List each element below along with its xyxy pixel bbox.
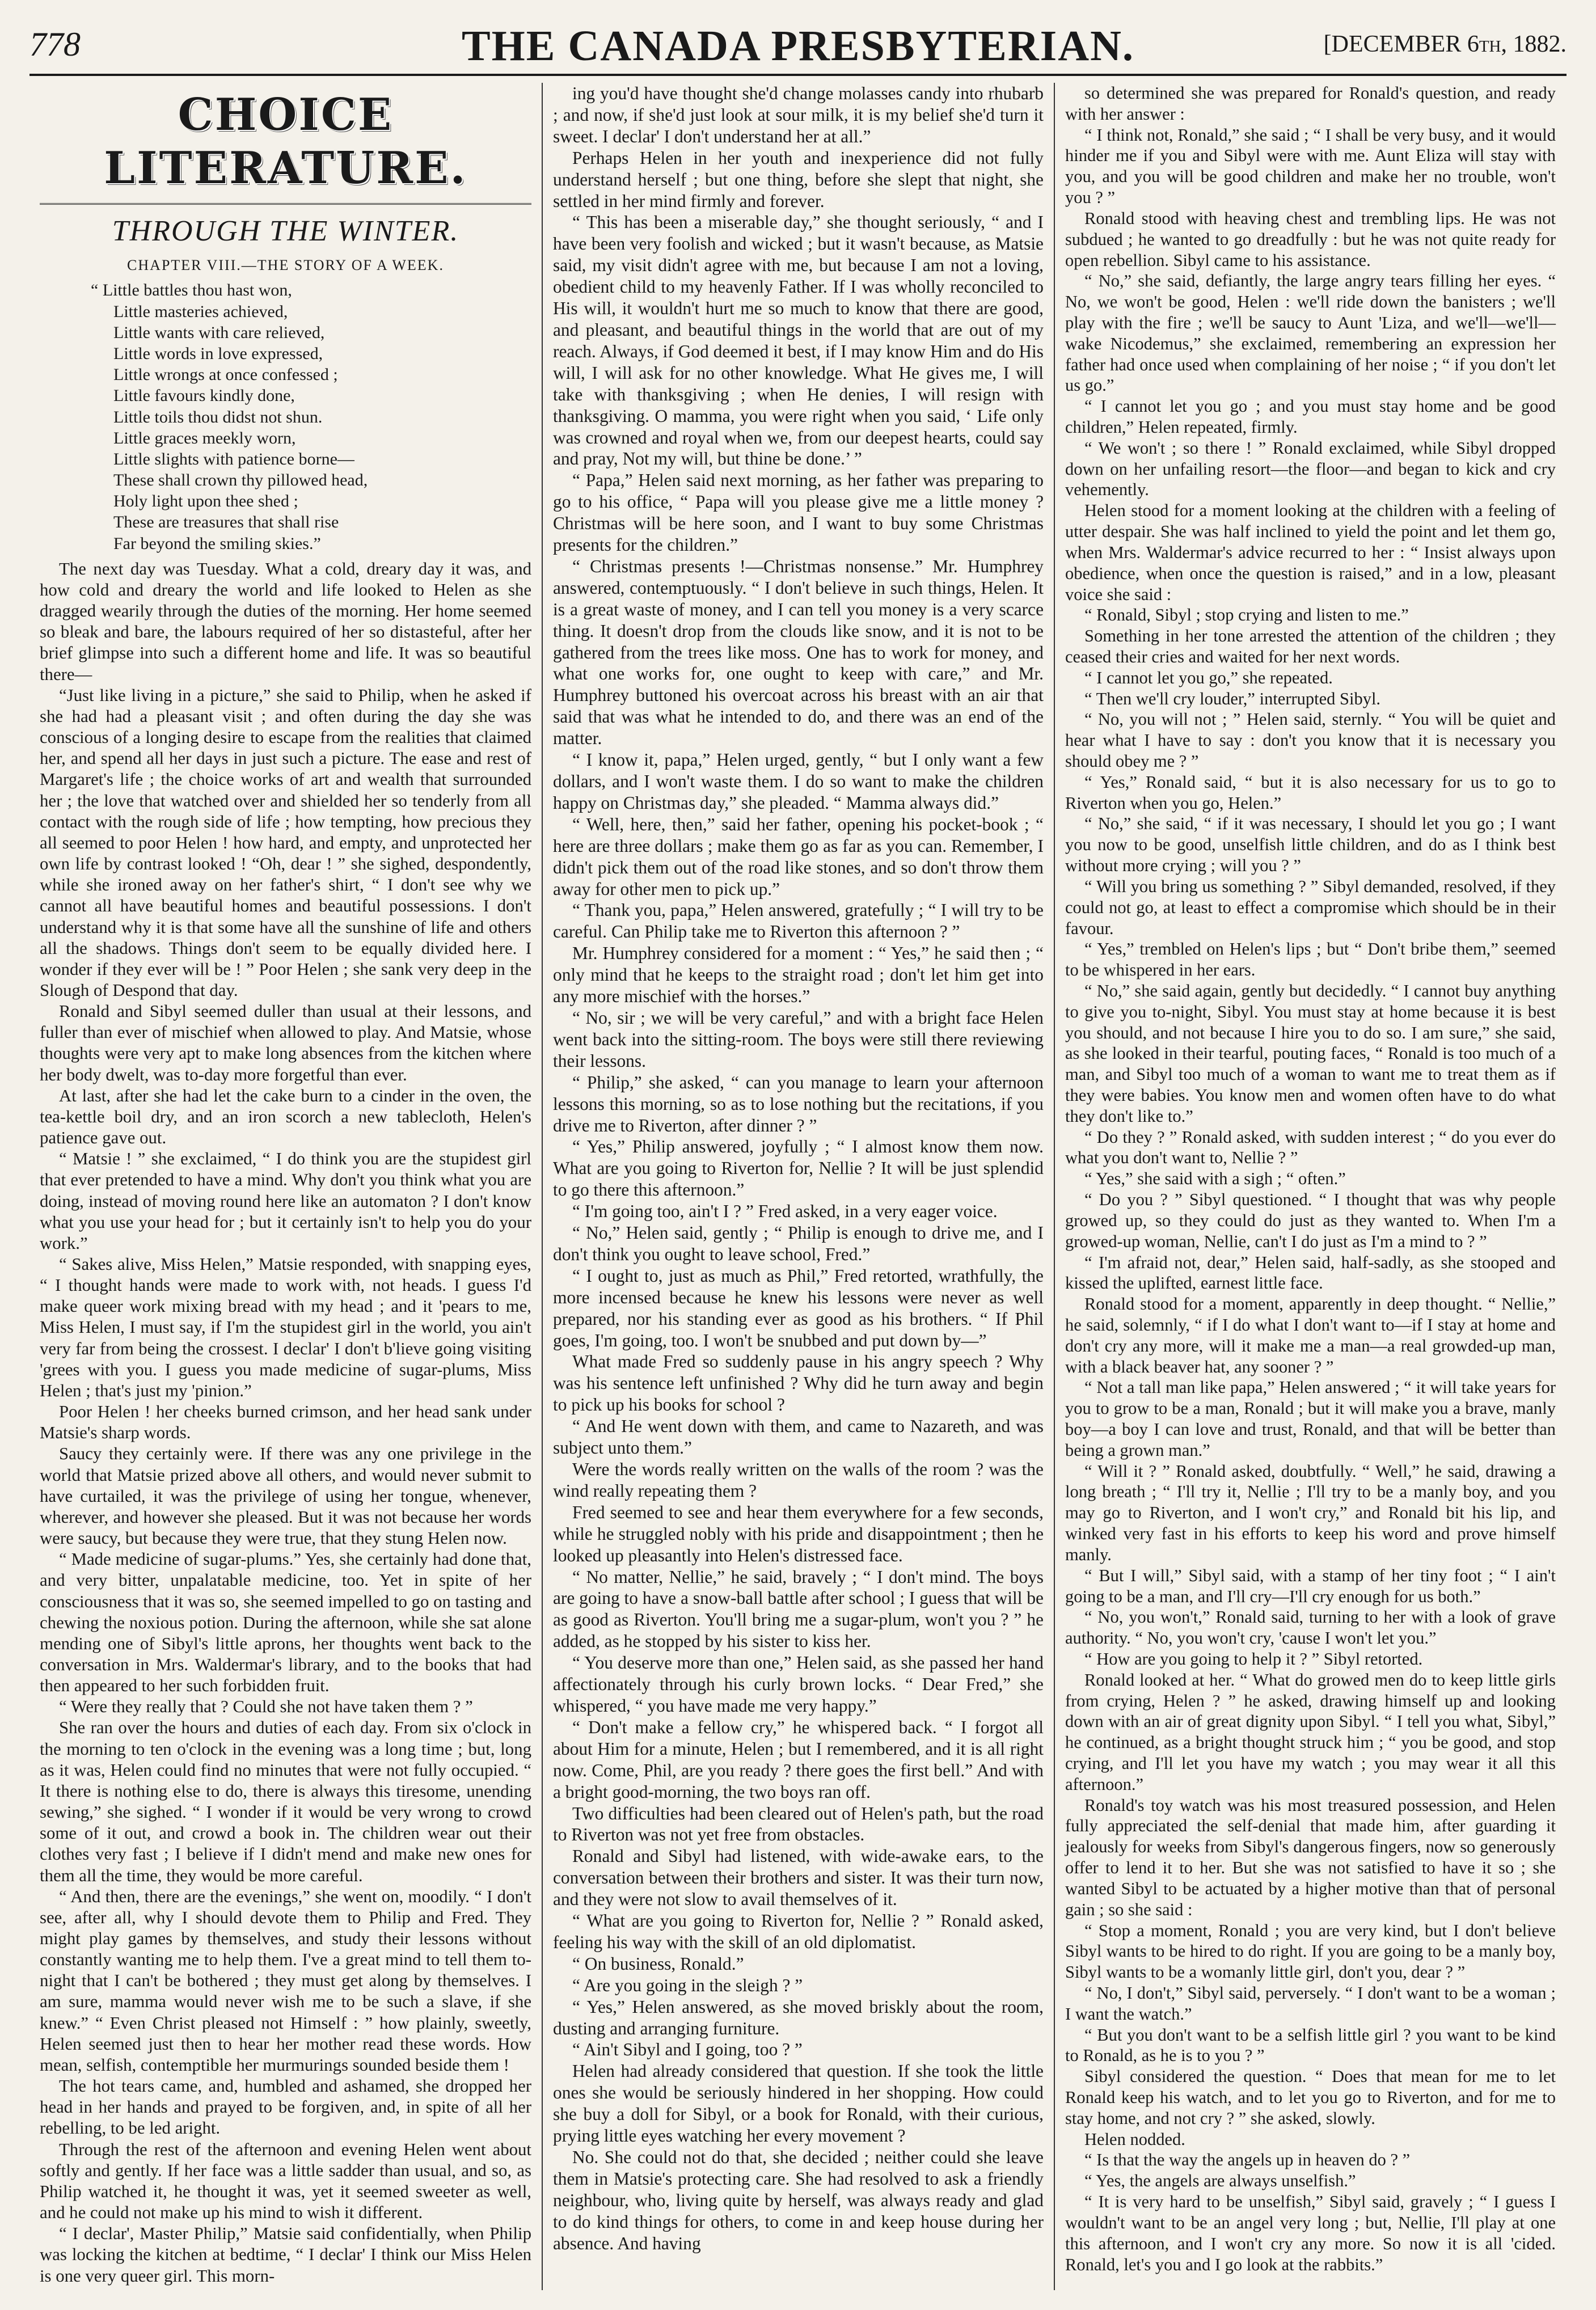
paragraph: “ How are you going to help it ? ” Sibyl retorted.	[1084, 1649, 1423, 1669]
chapter-heading: CHAPTER VIII.—THE STORY OF A WEEK.	[127, 257, 444, 274]
newspaper-title: THE CANADA PRESBYTERIAN.	[461, 22, 1135, 70]
paragraph: “ This has been a miserable day,” she thought seriously, “ and I have been very foolish and wicked ; but it wasn't because, as Matsie said, my visit didn't agree with me, but because I am not a loving, obedient child to my heavenly Father. If I was wholly reconciled to His will, it wouldn't hurt me so much to know that there are good, and pleasant, and beautiful things in the world that are out of my reach. Always, if God deemed it best, if I may know Him and do His will, I will ask for no other knowledge. What He gives me, I will take with thanksgiving ; when He denies, I will resign with thanksgiving. O mamma, you were right when you said, ‘ Life only was crowned and royal when we, from our deepest hearts, could say and pray, Not my will, but thine be done.’ ”	[553, 212, 1044, 469]
poem-line: Far beyond the smiling skies.”	[113, 534, 321, 553]
paragraph: “ Yes,” Helen answered, as she moved briskly about the room, dusting and arranging furniture.	[553, 1996, 1044, 2038]
article-columns	[29, 83, 1567, 2290]
paragraph: “ Stop a moment, Ronald ; you are very kind, but I don't believe Sibyl wants to be hired to do right. If you are going to be a manly boy, Sibyl wants to be a womanly little girl, don't you, dear ? ”	[1065, 1920, 1556, 1982]
paragraph: The hot tears came, and, humbled and ashamed, she dropped her head in her hands and prayed to be forgiven, and, in spite of all her rebelling, to be led aright.	[40, 2076, 531, 2138]
paragraph: ing you'd have thought she'd change molasses candy into rhubarb ; and now, if she'd just look at sour milk, it is my belief she'd turn it sweet. I declar' I don't understand her at all.”	[553, 83, 1044, 146]
paragraph: “ No matter, Nellie,” he said, bravely ; “ I don't mind. The boys are going to have a snow-ball battle after school ; I guess that will be as good as Riverton. You'll bring me a sugar-plum, won't you ? ” he added, as he stopped by his sister to kiss her.	[553, 1566, 1044, 1652]
paragraph: What made Fred so suddenly pause in his angry speech ? Why was his sentence left unfinished ? Why did he turn away and begin to pick up his books for school ?	[553, 1352, 1044, 1415]
poem-line: Little toils thou didst not shun.	[113, 407, 323, 426]
paragraph: “ Yes,” trembled on Helen's lips ; but “ Don't bribe them,” seemed to be whispered in her ears.	[1065, 939, 1556, 980]
newspaper-page	[29, 22, 1567, 2290]
column-1	[29, 83, 542, 2290]
paragraph: Were the words really written on the walls of the room ? was the wind really repeating them ?	[553, 1459, 1044, 1501]
paragraph: “ Ain't Sibyl and I going, too ? ”	[572, 2039, 803, 2060]
paragraph: Helen stood for a moment looking at the children with a feeling of utter despair. She was half inclined to yield the point and let them go, when Mrs. Waldermar's advice recurred to her : “ Insist always upon obedience, when once the question is raised,” and in a low, pleasant voice she said :	[1065, 501, 1556, 604]
paragraph: Ronald looked at her. “ What do growed men do to keep little girls from crying, Helen ? ” he asked, drawing himself up and looking down with an air of great dignity upon Sibyl. “ I tell you what, Sibyl,” he continued, as a bright thought struck him ; “ you be good, and stop crying, and I'll let you have my watch ; you may wear it all this afternoon.”	[1065, 1670, 1556, 1794]
paragraph: “Just like living in a picture,” she said to Philip, when he asked if she had had a pleasant visit ; and often during the day she was conscious of a longing desire to escape from the realities that claimed her, and spend all her days in just such a picture. The ease and rest of Margaret's life ; the choice works of art and wealth that surrounded her ; the love that watched over and shielded her so tenderly from all contact with the rough side of life ; how tempting, how precious they all seemed to poor Helen ! how hard, and empty, and unprotected her own life by contrast looked ! “Oh, dear ! ” she sighed, despondently, while she ironed away on her father's shirt, “ I don't see why we cannot all have beautiful homes and beautiful possessions. I don't understand why it is that some have all the sunshine of life and others all the shadows. Things don't seem to be equally divided here. I wonder if they ever will be ! ” Poor Helen ; she sank very deep in the Slough of Despond that day.	[40, 685, 531, 1000]
paragraph: “ Will it ? ” Ronald asked, doubtfully. “ Well,” he said, drawing a long breath ; “ I'll try it, Nellie ; I'll try to be a manly boy, and you may go to Riverton, and I won't cry,” and Ronald bit his lip, and winked very fast in his efforts to keep his word and prove himself manly.	[1065, 1461, 1556, 1564]
paragraph: “ No, you will not ; ” Helen said, sternly. “ You will be quiet and hear what I have to say : don't you know that it is necessary you should obey me ? ”	[1065, 710, 1556, 771]
paragraph: Helen nodded.	[1084, 2129, 1185, 2149]
poem-line: These are treasures that shall rise	[113, 513, 339, 532]
paragraph: “ Yes,” Ronald said, “ but it is also necessary for us to go to Riverton when you go, Helen.”	[1065, 772, 1556, 813]
paragraph: “ I'm going too, ain't I ? ” Fred asked, in a very eager voice.	[572, 1201, 998, 1222]
issue-date: [DECEMBER 6th, 1882.	[1323, 31, 1567, 57]
page-header	[29, 22, 1567, 76]
paragraph: “ Yes,” Philip answered, joyfully ; “ I almost know them now. What are you going to Riverton for, Nellie ? It will be just splendid to go there this afternoon.”	[553, 1137, 1044, 1200]
paragraph: “ I know it, papa,” Helen urged, gently, “ but I only want a few dollars, and I won't waste them. I do so want to make the children happy on Christmas day,” she pleaded. “ Mamma always did.”	[553, 750, 1044, 813]
paragraph: No. She could not do that, she decided ; neither could she leave them in Matsie's protecting care. She had resolved to ask a friendly neighbour, who, living quite by herself, was always ready and glad to do kind things for others, to come in and keep house during her absence. And having	[553, 2147, 1044, 2253]
paragraph: “ I'm afraid not, dear,” Helen said, half-sadly, as she stooped and kissed the uplifted, earnest little face.	[1065, 1252, 1556, 1293]
paragraph: “ I think not, Ronald,” she said ; “ I shall be very busy, and it would hinder me if you and Sibyl were with me. Aunt Eliza will stay with you, and you will be good children and make her no trouble, won't you ? ”	[1065, 125, 1556, 208]
paragraph: “ And He went down with them, and came to Nazareth, and was subject unto them.”	[553, 1416, 1044, 1458]
paragraph: “ I cannot let you go,” she repeated.	[1084, 668, 1333, 687]
paragraph: “ Sakes alive, Miss Helen,” Matsie responded, with snapping eyes, “ I thought hands were made to work with, not heads. I guess I'd make queer work mixing bread with my head ; and it 'pears to me, Miss Helen, I must say, if I'm the stupidest girl in the world, you ain't very far from being the crossest. I declar' I don't b'lieve going visiting 'grees with you. I guess you made medicine of sugar-plums, Miss Helen ; that's just my 'pinion.”	[40, 1255, 531, 1400]
paragraph: “ Do they ? ” Ronald asked, with sudden interest ; “ do you ever do what you don't want to, Nellie ? ”	[1065, 1127, 1556, 1168]
paragraph: Fred seemed to see and hear them everywhere for a few seconds, while he struggled nobly with his pride and disappointment ; then he looked up pleasantly into Helen's distressed face.	[553, 1502, 1044, 1565]
paragraph: “ Is that the way the angels up in heaven do ? ”	[1084, 2150, 1411, 2170]
column-3	[1054, 83, 1566, 2290]
paragraph: “ Thank you, papa,” Helen answered, gratefully ; “ I will try to be careful. Can Philip take me to Riverton this afternoon ? ”	[553, 900, 1044, 942]
poem-line: These shall crown thy pillowed head,	[113, 471, 368, 490]
page-number: 778	[29, 26, 81, 63]
paragraph: Something in her tone arrested the attention of the children ; they ceased their cries and waited for her next words.	[1065, 626, 1556, 666]
paragraph: Ronald and Sibyl seemed duller than usual at their lessons, and fuller than ever of mischief when allowed to play. And Matsie, whose thoughts were very apt to make long absences from the kitchen where her body dwelt, was to-day more forgetful than ever.	[40, 1002, 531, 1084]
paragraph: “ On business, Ronald.”	[572, 1953, 744, 1974]
column-2	[542, 83, 1054, 2290]
paragraph: “ But you don't want to be a selfish little girl ? you want to be kind to Ronald, as he is to you ? ”	[1065, 2025, 1556, 2066]
paragraph: so determined she was prepared for Ronald's question, and ready with her answer :	[1065, 83, 1556, 124]
section-title: CHOICE LITERATURE.	[40, 88, 531, 205]
paragraph: Perhaps Helen in her youth and inexperience did not fully understand herself ; but one thing, before she slept that night, she settled in her mind firmly and forever.	[553, 147, 1044, 211]
paragraph: “ It is very hard to be unselfish,” Sibyl said, gravely ; “ I guess I wouldn't want to be an angel very long ; but, Nellie, I'll play at one this afternoon, and I won't cry any more. So now it is all 'cided. Ronald, let's you and I go look at the rabbits.”	[1065, 2192, 1556, 2274]
paragraph: “ Philip,” she asked, “ can you manage to learn your afternoon lessons this morning, so as to lose nothing but the recitations, if you drive me to Riverton, after dinner ? ”	[553, 1072, 1044, 1135]
paragraph: “ No, I don't,” Sibyl said, perversely. “ I don't want to be a woman ; I want the watch.”	[1065, 1983, 1556, 2024]
paragraph: Saucy they certainly were. If there was any one privilege in the world that Matsie prized above all others, and would never submit to have curtailed, it was the privilege of using her tongue, whenever, wherever, and however she pleased. But it was not because her words were saucy, but because they were true, that they stung Helen now.	[40, 1444, 531, 1548]
paragraph: Ronald stood with heaving chest and trembling lips. He was not subdued ; he wanted to go dreadfully : but he was not quite ready for open rebellion. Sibyl came to his assistance.	[1065, 208, 1556, 270]
poem-line: Little graces meekly worn,	[113, 428, 296, 447]
paragraph: Through the rest of the afternoon and evening Helen went about softly and gently. If her face was a little sadder than usual, and so, as Philip watched it, he thought it was, yet it seemed sweeter as well, and he could not make up his mind to wish it different.	[40, 2139, 531, 2223]
paragraph: “ No,” she said, “ if it was necessary, I should let you go ; I want you now to be good, unselfish little children, and do as I think best without more crying ; will you ? ”	[1065, 814, 1556, 876]
paragraph: “ Not a tall man like papa,” Helen answered ; “ it will take years for you to grow to be a man, Ronald ; but it will make you a brave, manly boy—a boy I can love and trust, Ronald, and that will be better than being a grown man.”	[1065, 1378, 1556, 1460]
paragraph: “ No,” Helen said, gently ; “ Philip is enough to drive me, and I don't think you ought to leave school, Fred.”	[553, 1223, 1044, 1264]
poem-line: Little words in love expressed,	[113, 344, 323, 363]
paragraph: “ Made medicine of sugar-plums.” Yes, she certainly had done that, and very bitter, unpalatable medicine, too. Yet in spite of her consciousness that it was so, she seemed impelled to go on tasting and chewing the noxious potion. During the afternoon, while she sat alone mending one of Sibyl's little aprons, her thoughts went back to the conversation in Mrs. Waldermar's library, and to the books that had then appeared to her such forbidden fruit.	[40, 1549, 531, 1696]
paragraph: “ Do you ? ” Sibyl questioned. “ I thought that was why people growed up, so they could do just as they wanted to. When I'm a growed-up woman, Nellie, can't I do just as I'm a mind to ? ”	[1065, 1190, 1556, 1251]
epigraph-poem	[40, 280, 531, 554]
poem-line: “ Little battles thou hast won,	[91, 281, 292, 300]
paragraph: “ Christmas presents !—Christmas nonsense.” Mr. Humphrey answered, contemptuously. “ I don't believe in such things, Helen. It is a great waste of money, and I can tell you money is a very scarce thing. It doesn't drop from the clouds like snow, and it is not to be gathered from the trees like moss. One has to work for money, and what one works for, one ought to keep with care,” and Mr. Humphrey buttoned his overcoat across his breast with an air that said that was what he intended to do, and there was an end of the matter.	[553, 556, 1044, 749]
paragraph: “ What are you going to Riverton for, Nellie ? ” Ronald asked, feeling his way with the skill of an old diplomatist.	[553, 1911, 1044, 1952]
poem-line: Little wrongs at once confessed ;	[113, 365, 338, 385]
paragraph: “ No,” she said again, gently but decidedly. “ I cannot buy anything to give you to-night, Sibyl. You must stay at home because it is best you should, and not because I hire you to do so. I am sure,” she said, as she looked in their tearful, pouting faces, “ Ronald is too much of a man, and Sibyl too much of a woman to want me to treat them as if they were babies. You know men and women often have to do what they don't like to.”	[1065, 981, 1556, 1126]
paragraph: “ I declar', Master Philip,” Matsie said confidentially, when Philip was locking the kitchen at bedtime, “ I declar' I think our Miss Helen is one very queer girl. This morn-	[40, 2224, 531, 2286]
paragraph: Two difficulties had been cleared out of Helen's path, but the road to Riverton was not yet free from obstacles.	[553, 1803, 1044, 1845]
paragraph: “ I ought to, just as much as Phil,” Fred retorted, wrathfully, the more incensed because he knew his lessons were never as well prepared, nor his standing ever as good as his brothers. “ If Phil goes, I'm going, too. I won't be snubbed and put down by—”	[553, 1265, 1044, 1350]
paragraph: “ Yes,” she said with a sigh ; “ often.”	[1084, 1169, 1346, 1189]
paragraph: “ I cannot let you go ; and you must stay home and be good children,” Helen repeated, firmly.	[1065, 396, 1556, 437]
paragraph: “ Papa,” Helen said next morning, as her father was preparing to go to his office, “ Papa will you please give me a little money ? Christmas will be here soon, and I want to buy some Christmas presents for the children.”	[553, 470, 1044, 555]
paragraph: Ronald's toy watch was his most treasured possession, and Helen fully appreciated the self-denial that made him, after guarding it jealously for weeks from Sibyl's dangerous fingers, now so generously offer to lend it to her. But she was not satisfied to have it so ; she wanted Sibyl to be actuated by a higher motive than that of personal gain ; so she said :	[1065, 1795, 1556, 1919]
paragraph: Ronald and Sibyl had listened, with wide-awake ears, to the conversation between their brothers and sister. It was their turn now, and they were not slow to avail themselves of it.	[553, 1846, 1044, 1910]
paragraph: Sibyl considered the question. “ Does that mean for me to let Ronald keep his watch, and to let you go to Riverton, and for me to stay home, and not cry ? ” she asked, slowly.	[1065, 2067, 1556, 2128]
poem-line: Holy light upon thee shed ;	[113, 492, 298, 511]
poem-line: Little slights with patience borne—	[113, 449, 354, 468]
paragraph: “ Don't make a fellow cry,” he whispered back. “ I forgot all about Him for a minute, Helen ; but I remembered, and it is all right now. Come, Phil, are you ready ? there goes the first bell.” And with a bright good-morning, the two boys ran off.	[553, 1717, 1044, 1802]
paragraph: “ But I will,” Sibyl said, with a stamp of her tiny foot ; “ I ain't going to be a man, and I'll cry—I'll cry enough for us both.”	[1065, 1565, 1556, 1606]
poem-line: Little favours kindly done,	[113, 386, 295, 406]
paragraph: “ You deserve more than one,” Helen said, as she passed her hand affectionately through his curly brown locks. “ Dear Fred,” she whispered, “ you have made me very happy.”	[553, 1653, 1044, 1716]
paragraph: Poor Helen ! her cheeks burned crimson, and her head sank under Matsie's sharp words.	[40, 1402, 531, 1443]
paragraph: Helen had already considered that question. If she took the little ones she would be seriously hindered in her shopping. How could she buy a doll for Sibyl, or a book for Ronald, with their curious, prying little eyes watching her every movement ?	[553, 2061, 1044, 2146]
paragraph: “ Are you going in the sleigh ? ”	[572, 1975, 803, 1995]
paragraph: “ No,” she said, defiantly, the large angry tears filling her eyes. “ No, we won't be good, Helen : we'll ride down the banisters ; we'll play with the fire ; we'll be saucy to Aunt 'Liza, and we'll—we'll—wake Nicodemus,” she exclaimed, remembering an expression her father had once used when complaining of her noise ; “ if you don't let us go.”	[1065, 271, 1556, 395]
paragraph: “ Yes, the angels are always unselfish.”	[1084, 2171, 1356, 2191]
paragraph: Ronald stood for a moment, apparently in deep thought. “ Nellie,” he said, solemnly, “ if I do what I don't want to—if I stay at home and don't cry any more, will it make me a man—a real growded-up man, with a black beaver hat, any sooner ? ”	[1065, 1294, 1556, 1376]
paragraph: The next day was Tuesday. What a cold, dreary day it was, and how cold and dreary the world and life looked to Helen as she dragged wearily through the duties of the morning. Her home seemed so bleak and bare, the labours required of her so distasteful, after her brief glimpse into such a different home and life. It was so beautiful there—	[40, 559, 531, 684]
paragraph: “ Matsie ! ” she exclaimed, “ I do think you are the stupidest girl that ever pretended to have a mind. Why don't you think what you are doing, instead of moving round here like an automaton ? I don't know what you use your head for ; but it certainly isn't to help you do your work.”	[40, 1149, 531, 1253]
paragraph: “ Will you bring us something ? ” Sibyl demanded, resolved, if they could not go, at least to effect a compromise which should be in their favour.	[1065, 876, 1556, 938]
paragraph: “ No, you won't,” Ronald said, turning to her with a look of grave authority. “ No, you won't cry, 'cause I won't let you.”	[1065, 1607, 1556, 1648]
paragraph: At last, after she had let the cake burn to a cinder in the oven, the tea-kettle boil dry, and an iron scorch a new tablecloth, Helen's patience gave out.	[40, 1086, 531, 1148]
poem-line: Little wants with care relieved,	[113, 323, 325, 342]
story-title: THROUGH THE WINTER.	[112, 215, 459, 248]
poem-line: Little masteries achieved,	[113, 302, 288, 321]
paragraph: “ No, sir ; we will be very careful,” and with a bright face Helen went back into the sitting-room. The boys were still there reviewing their lessons.	[553, 1007, 1044, 1071]
paragraph: She ran over the hours and duties of each day. From six o'clock in the morning to ten o'clock in the evening was a long time ; but, long as it was, Helen could find no minutes that were not fully occupied. “ It there is nothing else to do, there is always this tiresome, unending sewing,” she sighed. “ I wonder if it would be very wrong to crowd some of it out, and crowd a book in. The children wear out their clothes very fast ; I believe if I didn't mend and make new ones for them all the time, they would be more careful.	[40, 1718, 531, 1885]
paragraph: “ Then we'll cry louder,” interrupted Sibyl.	[1084, 689, 1381, 708]
paragraph: “ Ronald, Sibyl ; stop crying and listen to me.”	[1084, 605, 1409, 625]
paragraph: “ And then, there are the evenings,” she went on, moodily. “ I don't see, after all, why I should devote them to Philip and Fred. They might play games by themselves, and study their lessons without constantly wanting me to help them. I've a great mind to tell them to-night that I can't be bothered ; they must get along by themselves. I am sure, mamma would never wish me to be such a slave, if she knew.” “ Even Christ pleased not Himself : ” how plainly, sweetly, Helen seemed just then to hear her mother read these words. How mean, selfish, contemptible her murmurings sounded beside them !	[40, 1886, 531, 2075]
paragraph: “ Well, here, then,” said her father, opening his pocket-book ; “ here are three dollars ; make them go as far as you can. Remember, I didn't pick them out of the road like stones, and so don't throw them away for other men to pick up.”	[553, 814, 1044, 899]
paragraph: “ Were they really that ? Could she not have taken them ? ”	[59, 1697, 473, 1717]
paragraph: Mr. Humphrey considered for a moment : “ Yes,” he said then ; “ only mind that he keeps to the straight road ; don't let him get into any more mischief with the horses.”	[553, 943, 1044, 1007]
paragraph: “ We won't ; so there ! ” Ronald exclaimed, while Sibyl dropped down on her unfailing resort—the floor—and began to kick and cry vehemently.	[1065, 438, 1556, 500]
